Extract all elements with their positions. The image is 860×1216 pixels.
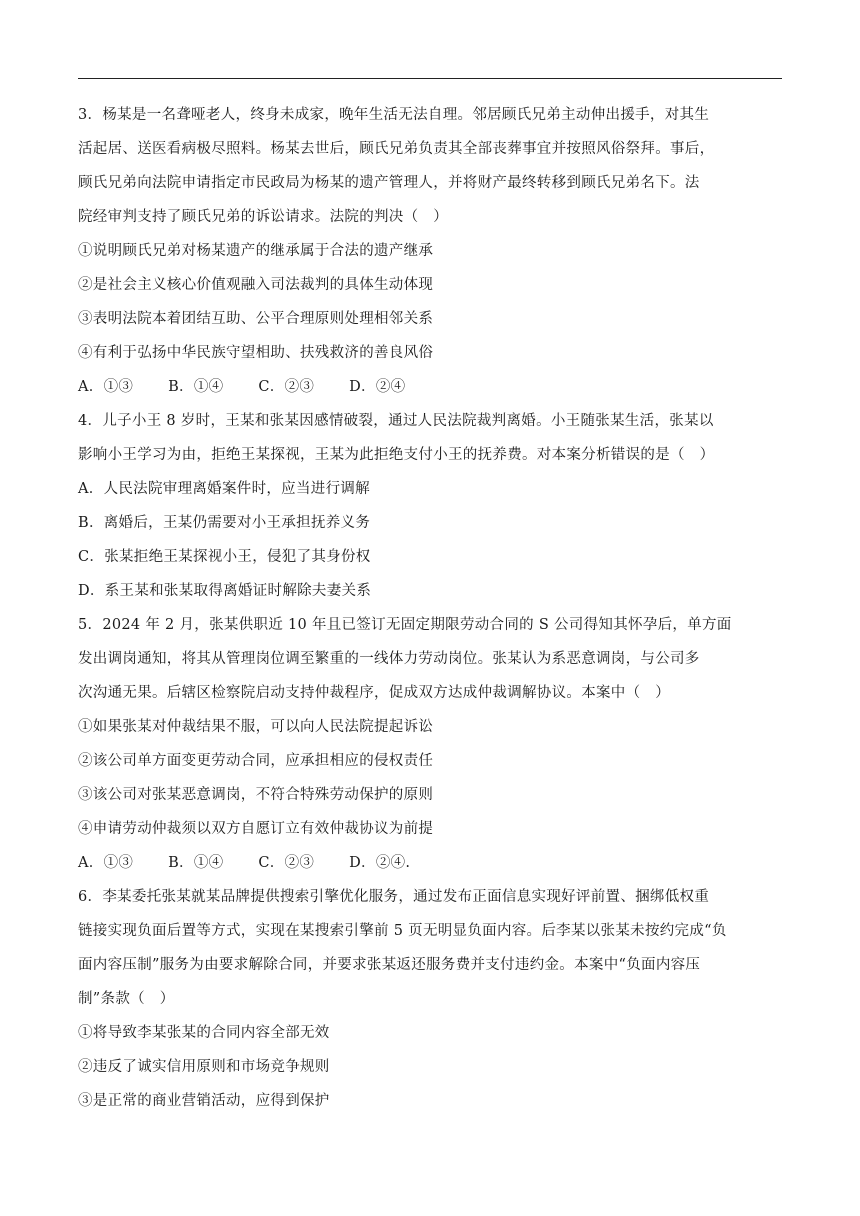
choice-b: B．①④: [168, 855, 224, 871]
question-4-option: C．张某拒绝王某探视小王，侵犯了其身份权: [78, 549, 371, 565]
header-rule: [78, 78, 782, 79]
choice-a: A．①③: [78, 379, 134, 395]
question-3-option: ④有利于弘扬中华民族守望相助、扶残救济的善良风俗: [78, 345, 434, 361]
choice-d: D．②④.: [349, 855, 411, 871]
question-4-stem-line: 4．儿子小王 8 岁时，王某和张某因感情破裂，通过人民法院裁判离婚。小王随张某生活，张某以: [78, 413, 714, 429]
question-5-option: ③该公司对张某恶意调岗，不符合特殊劳动保护的原则: [78, 787, 434, 803]
question-6-option: ②违反了诚实信用原则和市场竞争规则: [78, 1059, 330, 1075]
question-3-stem-line: 3．杨某是一名聋哑老人，终身未成家，晚年生活无法自理。邻居顾氏兄弟主动伸出援手，对其生: [78, 107, 710, 123]
question-3-choices: [78, 370, 782, 404]
choice-a: A．①③: [78, 855, 134, 871]
question-6: [78, 880, 782, 1118]
question-4-option: B．离婚后，王某仍需要对小王承担抚养义务: [78, 515, 371, 531]
question-6-stem-line: 链接实现负面后置等方式，实现在某搜索引擎前 5 页无明显负面内容。后李某以张某未按约完成“负: [78, 923, 727, 939]
question-6-stem-line: 面内容压制”服务为由要求解除合同，并要求张某返还服务费并支付违约金。本案中“负面内容压: [78, 957, 701, 973]
choice-c: C．②③: [258, 379, 315, 395]
choice-b: B．①④: [168, 379, 224, 395]
question-5-option: ④申请劳动仲裁须以双方自愿订立有效仲裁协议为前提: [78, 821, 434, 837]
question-4-option: D．系王某和张某取得离婚证时解除夫妻关系: [78, 583, 372, 599]
question-3-stem-line: 活起居、送医看病极尽照料。杨某去世后，顾氏兄弟负责其全部丧葬事宜并按照风俗祭拜。事后，: [78, 141, 715, 157]
question-5-option: ①如果张某对仲裁结果不服，可以向人民法院提起诉讼: [78, 719, 434, 735]
choice-d: D．②④: [349, 379, 406, 395]
question-3-stem-line: 院经审判支持了顾氏兄弟的诉讼请求。法院的判决（ ）: [78, 209, 448, 225]
question-6-option: ①将导致李某张某的合同内容全部无效: [78, 1025, 330, 1041]
question-5-stem-line: 发出调岗通知，将其从管理岗位调至繁重的一线体力劳动岗位。张某认为系恶意调岗，与公司多: [78, 651, 700, 667]
choice-c: C．②③: [258, 855, 315, 871]
question-5-choices: [78, 846, 782, 880]
question-3-option: ①说明顾氏兄弟对杨某遗产的继承属于合法的遗产继承: [78, 243, 434, 259]
question-body: [78, 98, 782, 1118]
question-5: [78, 608, 782, 880]
question-3-option: ③表明法院本着团结互助、公平合理原则处理相邻关系: [78, 311, 434, 327]
question-3: [78, 98, 782, 404]
question-4-stem-line: 影响小王学习为由，拒绝王某探视，王某为此拒绝支付小王的抚养费。对本案分析错误的是（ ）: [78, 447, 715, 463]
question-6-stem-line: 6．李某委托张某就某品牌提供搜索引擎优化服务，通过发布正面信息实现好评前置、捆绑低权重: [78, 889, 710, 905]
question-5-stem-line: 5．2024 年 2 月，张某供职近 10 年且已签订无固定期限劳动合同的 S 公司得知其怀孕后，单方面: [78, 617, 732, 633]
question-4-option: A．人民法院审理离婚案件时，应当进行调解: [78, 481, 370, 497]
question-6-option: ③是正常的商业营销活动，应得到保护: [78, 1093, 330, 1109]
question-5-option: ②该公司单方面变更劳动合同，应承担相应的侵权责任: [78, 753, 434, 769]
question-6-stem-line: 制”条款（ ）: [78, 991, 175, 1007]
question-3-option: ②是社会主义核心价值观融入司法裁判的具体生动体现: [78, 277, 434, 293]
question-5-stem-line: 次沟通无果。后辖区检察院启动支持仲裁程序，促成双方达成仲裁调解协议。本案中（ ）: [78, 685, 670, 701]
question-3-stem-line: 顾氏兄弟向法院申请指定市民政局为杨某的遗产管理人，并将财产最终转移到顾氏兄弟名下。法: [78, 175, 700, 191]
question-4: [78, 404, 782, 608]
